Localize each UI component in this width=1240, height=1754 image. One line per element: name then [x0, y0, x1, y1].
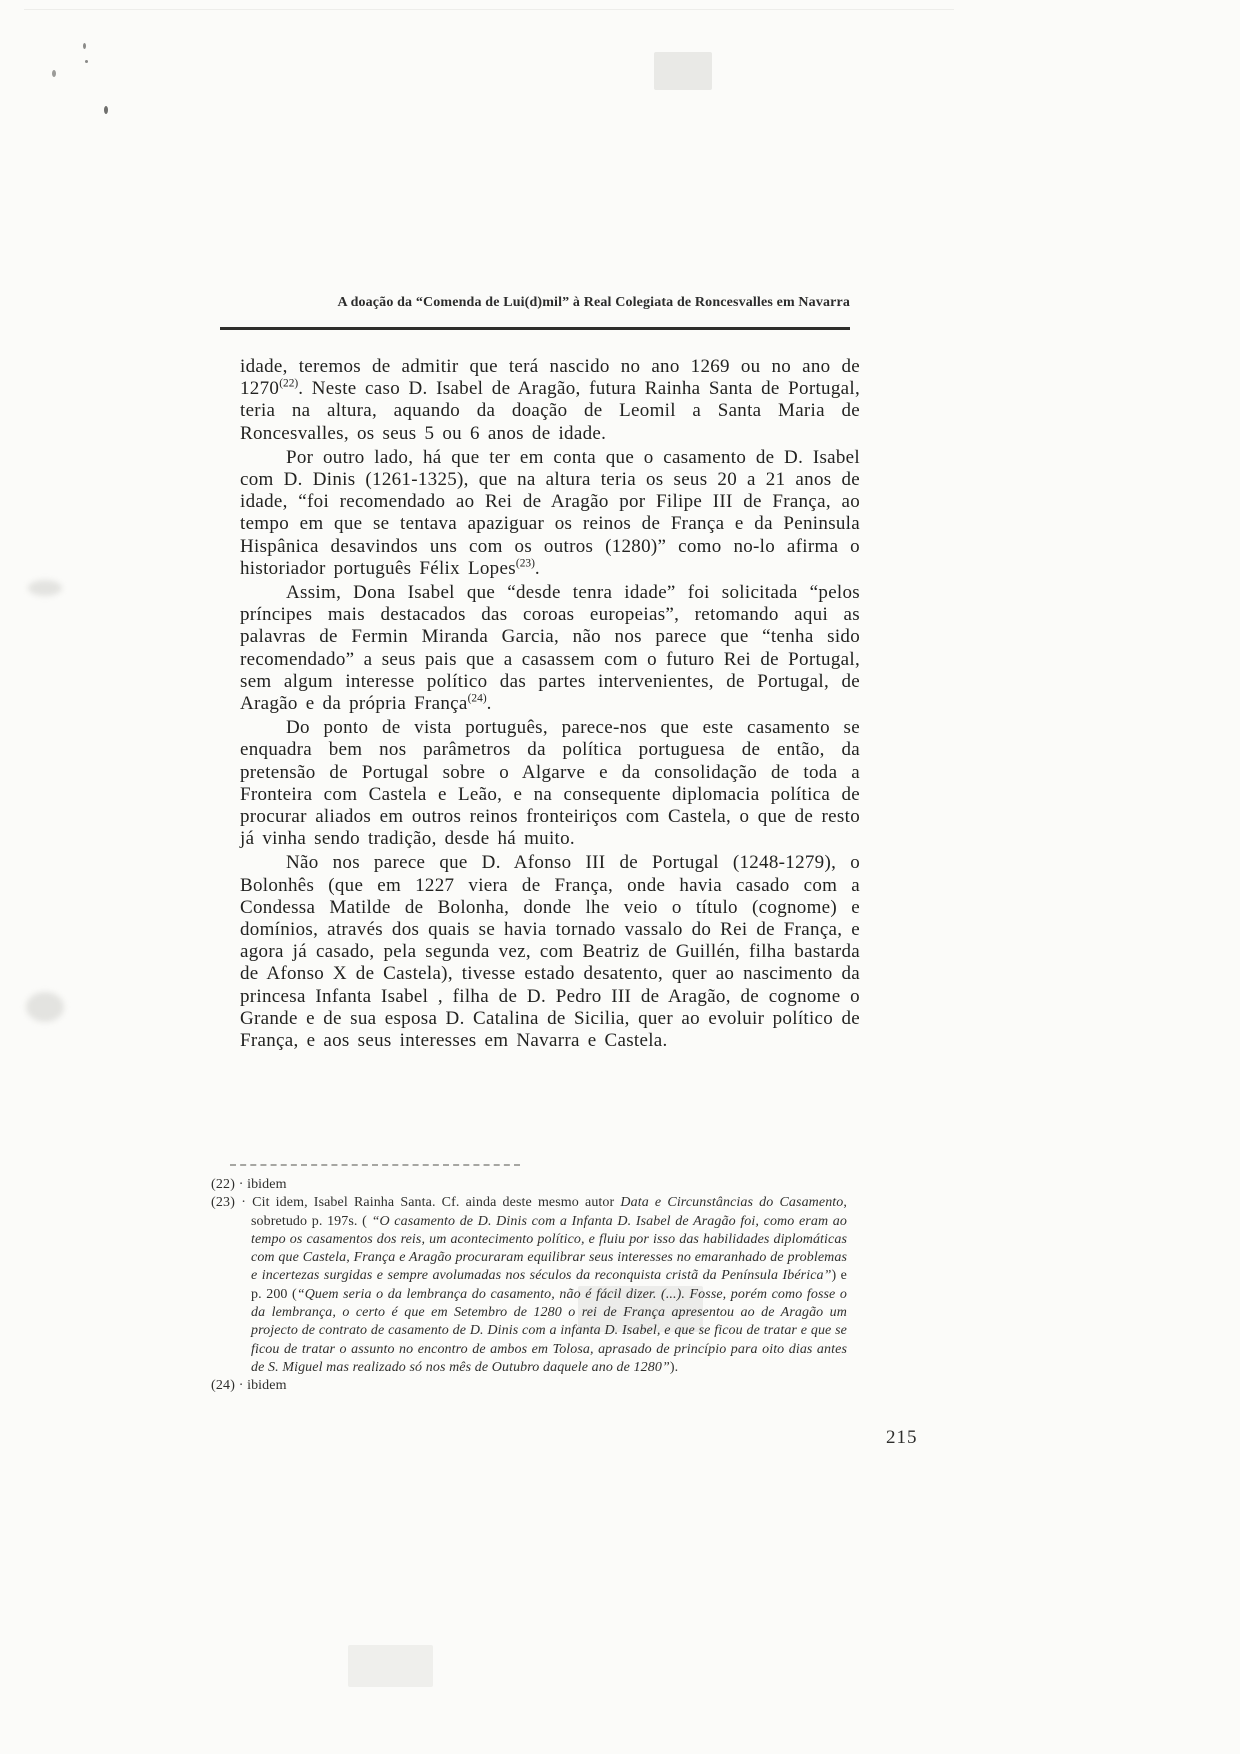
footnote-ref: (24)	[467, 692, 487, 705]
text-segment: · ibidem	[235, 1177, 287, 1192]
text-segment: ) e p. 200 (	[251, 1268, 847, 1302]
footnote	[211, 1176, 847, 1194]
footnote-ref: (23)	[515, 557, 535, 570]
scan-edge-line	[24, 9, 954, 10]
scan-speck	[104, 106, 108, 114]
footnote-number: (22)	[211, 1177, 236, 1192]
text-segment: Do ponto de vista português, parece-nos que este casamento se enquadra bem nos parâmetros da política portuguesa de então, da pretensão de Portugal sobre o Algarve e da consolidação de toda a Fronteira com Castela e Leão, e na consequente diplomacia política de procurar aliados em outros reinos fronteiriços com Castela, o que de resto já vinha sendo tradição, desde há muito.	[240, 717, 860, 850]
text-segment: · Cit idem, Isabel Rainha Santa. Cf. ainda deste mesmo autor	[235, 1195, 621, 1211]
text-segment: “O casamento de D. Dinis com a Infanta D. Isabel de Aragão foi, como eram ao tempo os casamentos dos reis, um acontecimento político, e fluiu por isso das habilidades diplomáticas com que Castela, França e Aragão procuraram equilibrar seus interesses no emaranhado de problemas e incertezas surgidas e sempre avolumadas nos séculos da reconquista cristã da Península Ibérica”	[251, 1213, 847, 1284]
footnote	[211, 1194, 847, 1377]
body-paragraph	[240, 356, 860, 445]
scan-smudge	[26, 992, 64, 1022]
scan-artifact	[348, 1645, 433, 1687]
page-number: 215	[886, 1427, 918, 1448]
scan-artifact	[654, 52, 712, 90]
text-segment: Por outro lado, há que ter em conta que o casamento de D. Isabel com D. Dinis (1261-1325), que na altura teria os seus 20 a 21 anos de idade, “foi recomendado ao Rei de Aragão por Filipe III de França, ao tempo em que se tentava apaziguar os reinos de França e da Peninsula Hispânica desavindos uns com os outros (1280)” como no-lo afirma o historiador português Félix Lopes	[240, 446, 860, 579]
text-segment: .	[534, 557, 540, 579]
scan-speck	[52, 70, 56, 77]
footnote-number: (23)	[211, 1195, 236, 1211]
body-paragraph	[240, 717, 860, 850]
body-paragraph	[240, 852, 860, 1052]
footnote-number: (24)	[211, 1378, 236, 1394]
text-segment: “Quem seria o da lembrança do casamento, não é fácil dizer. (...). Fosse, porém como fosse o da lembrança, o certo é que em Setembro de 1280 o rei de França apresentou ao de Aragão um projecto de contrato de casamento de D. Dinis com a infanta D. Isabel, e que se ficou de tratar e que se ficou de tratar o assunto no encontro de ambos em Tolosa, aprasado de princípio para oito dias antes de S. Miguel mas realizado só nos mês de Outubro daquele ano de 1280”	[251, 1286, 847, 1375]
text-segment: ).	[669, 1359, 679, 1375]
text-segment: idade, teremos de admitir que terá nascido no ano 1269 ou no ano de 1270	[240, 356, 860, 400]
footnotes-section	[211, 1176, 847, 1396]
text-segment: Assim, Dona Isabel que “desde tenra idade” foi solicitada “pelos príncipes mais destacados das coroas europeias”, retomando aqui as palavras de Fermin Miranda Garcia, não nos parece que “tenha sido recomendado” a seus pais que a casassem com o futuro Rei de Portugal, sem algum interesse político das partes intervenientes, de Portugal, de Aragão e da própria França	[240, 582, 860, 715]
body-paragraph	[240, 582, 860, 715]
header-rule	[220, 327, 850, 330]
scan-speck	[85, 60, 88, 63]
footnote	[211, 1377, 847, 1395]
running-header: A doação da “Comenda de Lui(d)mil” à Real Colegiata de Roncesvalles em Navarra	[337, 295, 850, 310]
text-segment: · ibidem	[235, 1378, 287, 1394]
scan-smudge	[28, 580, 62, 596]
text-segment: . Neste caso D. Isabel de Aragão, futura Rainha Santa de Portugal, teria na altura, aquando da doação de Leomil a Santa Maria de Roncesvalles, os seus 5 ou 6 anos de idade.	[240, 378, 860, 444]
footnote-separator	[230, 1164, 520, 1166]
text-segment: Data e Circunstâncias do Casamento	[620, 1195, 844, 1211]
body-paragraph	[240, 447, 860, 580]
footnote-ref: (22)	[279, 377, 299, 390]
scan-speck	[83, 43, 86, 49]
text-segment: Não nos parece que D. Afonso III de Portugal (1248-1279), o Bolonhês (que em 1227 viera de França, onde havia casado com a Condessa Matilde de Bolonha, donde lhe veio o título (cognome) e domínios, através dos quais se havia tornado vassalo do Rei de França, e agora já casado, pela segunda vez, com Beatriz de Guillén, filha bastarda de Afonso X de Castela), tivesse estado desatento, quer ao nascimento da princesa Infanta Isabel , filha de D. Pedro III de Aragão, de cognome o Grande e de sua esposa D. Catalina de Sicilia, quer ao evoluir político de França, e aos seus interesses em Navarra e Castela.	[240, 852, 860, 1052]
body-text	[240, 356, 860, 1054]
text-segment: , sobretudo p. 197s. (	[251, 1195, 847, 1229]
text-segment: .	[486, 693, 492, 715]
